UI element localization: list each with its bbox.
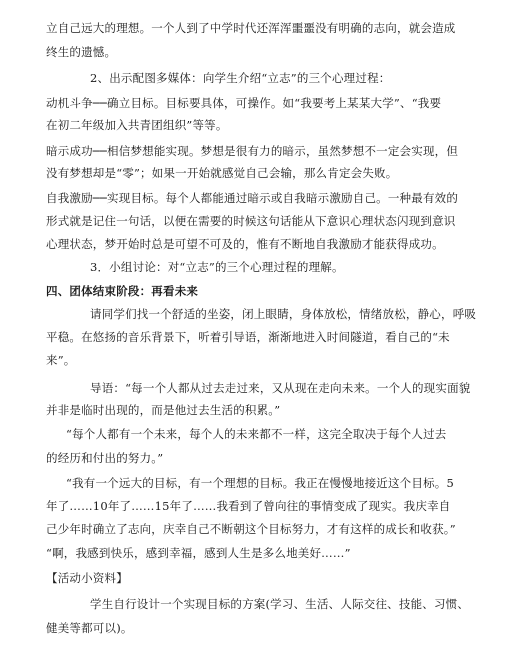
text-line: 立自己远大的理想。一个人到了中学时代还浑浑噩噩没有明确的志向，就会造成 <box>46 21 456 35</box>
text-line: 在初二年级加入共青团组织”等等。 <box>46 118 228 132</box>
text-line: 的经历和付出的努力。” <box>46 451 164 465</box>
text-line: 并非是临时出现的，而是他过去生活的积累。” <box>46 403 281 417</box>
subsection-label: 【活动小资料】 <box>46 571 128 585</box>
text-line: 己少年时确立了志向，庆幸自己不断朝这个目标努力，才有这样的成长和收获。” <box>46 522 456 536</box>
text-line: “啊，我感到快乐，感到幸福，感到人生是多么地美好……” <box>46 546 351 560</box>
text-line: 心理状态，梦开始时总是可望不可及的，惟有不断地自我激励才能获得成功。 <box>46 237 444 251</box>
text-line: 2、出示配图多媒体：向学生介绍“立志”的三个心理过程： <box>90 71 391 85</box>
text-line: 终生的遗憾。 <box>46 45 117 59</box>
text-line: 形式就是记住一句话，以便在需要的时候这句话能从下意识心理状态闪现到意识 <box>46 214 456 228</box>
text-line: 自我激励──实现目标。每个人都能通过暗示或自我暗示激励自己。一种最有效的 <box>46 191 459 205</box>
text-line: “每个人都有一个未来，每个人的未来都不一样，这完全取决于每个人过去 <box>66 427 447 441</box>
text-line: 3．小组讨论：对“立志”的三个心理过程的理解。 <box>90 260 344 274</box>
text-line: 暗示成功──相信梦想能实现。梦想是很有力的暗示，虽然梦想不一定会实现，但 <box>46 144 459 158</box>
text-line: 没有梦想却是“零”；如果一开始就感觉自己会输，那么肯定会失败。 <box>46 166 398 180</box>
text-line: 平稳。在悠扬的音乐背景下，听着引导语，渐渐地进入时间隧道，看自己的“未 <box>46 330 450 344</box>
text-line: 来”。 <box>46 353 76 367</box>
text-line: 学生自行设计一个实现目标的方案(学习、生活、人际交往、技能、习惯、 <box>90 597 470 611</box>
text-line: 健美等都可以)。 <box>46 621 133 635</box>
text-line: 导语：“每一个人都从过去走过来，又从现在走向未来。一个人的现实面貌 <box>90 381 471 395</box>
text-line: 请同学们找一个舒适的坐姿，闭上眼睛，身体放松，情绪放松，静心，呼吸 <box>90 307 477 321</box>
text-line: 年了……10年了……15年了……我看到了曾向往的事情变成了现实。我庆幸自 <box>46 499 451 513</box>
text-line: 动机斗争──确立目标。目标要具体，可操作。如“我要考上某某大学”、“我要 <box>46 96 442 110</box>
section-heading: 四、团体结束阶段：再看未来 <box>46 284 199 298</box>
text-line: “我有一个远大的目标，有一个理想的目标。我正在慢慢地接近这个目标。5 <box>66 476 454 490</box>
